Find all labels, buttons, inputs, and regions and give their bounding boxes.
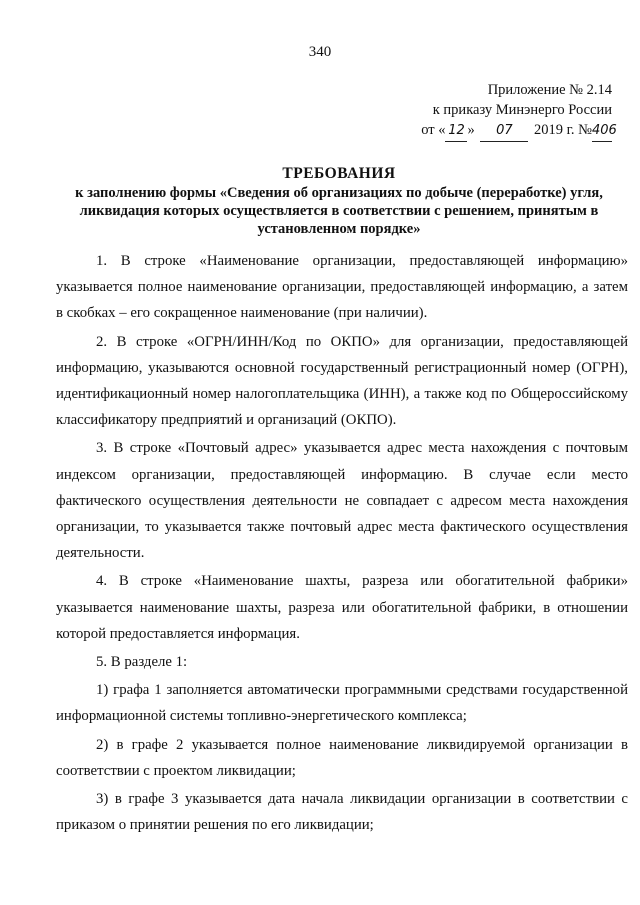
appendix-header — [362, 80, 617, 142]
order-day: 12 — [445, 121, 467, 142]
order-year: 2019 г. № — [533, 122, 592, 138]
document-subtitle: к заполнению формы «Сведения об организациях по добыче (переработке) угля, ликвидация которых осуществляется в соответствии с решением, принятым в установленном порядке» — [75, 185, 603, 237]
document-heading — [48, 164, 630, 238]
document-title: ТРЕБОВАНИЯ — [282, 165, 396, 182]
list-item-1: 1) графа 1 заполняется автоматически программными средствами государственной информационной системы топливно-энергетического комплекса; — [56, 682, 628, 725]
date-prefix: от « — [421, 122, 446, 138]
order-reference: к приказу Минэнерго России — [432, 102, 612, 118]
paragraph-3: 3. В строке «Почтовый адрес» указывается адрес места нахождения с почтовым индексом организации, предоставляющей информацию. В случае если место фактического осуществления деятельности не совпадает с адресом места нахождения организации, то указывается также почтовый адрес места фактического осуществления деятельности. — [56, 440, 628, 562]
appendix-label: Приложение № 2.14 — [487, 82, 612, 98]
order-month: 07 — [480, 121, 528, 142]
list-item-2: 2) в графе 2 указывается полное наименование ликвидируемой организации в соответствии с проектом ликвидации; — [56, 736, 628, 779]
order-date-line — [362, 120, 617, 142]
list-item-3: 3) в графе 3 указывается дата начала ликвидации организации в соответствии с приказом о принятии решения по его ликвидации; — [56, 791, 628, 834]
paragraph-2: 2. В строке «ОГРН/ИНН/Код по ОКПО» для организации, предоставляющей информацию, указываются основной государственный регистрационный номер (ОГРН), идентификационный номер налогоплательщика (ИНН), а также код по Общероссийскому классификатору предприятий и организаций (ОКПО). — [56, 333, 628, 429]
paragraph-4: 4. В строке «Наименование шахты, разреза или обогатительной фабрики» указывается наименование шахты, разреза или обогатительной фабрики, в отношении которой предоставляется информация. — [56, 573, 628, 642]
document-body — [56, 248, 628, 838]
paragraph-5: 5. В разделе 1: — [96, 654, 188, 671]
date-mid: » — [467, 122, 475, 138]
paragraph-1: 1. В строке «Наименование организации, предоставляющей информацию» указывается полное наименование организации, предоставляющей информацию, а затем в скобках – его сокращенное наименование (при наличии). — [56, 253, 628, 322]
page-number: 340 — [308, 44, 332, 60]
order-number: 406 — [592, 121, 612, 142]
